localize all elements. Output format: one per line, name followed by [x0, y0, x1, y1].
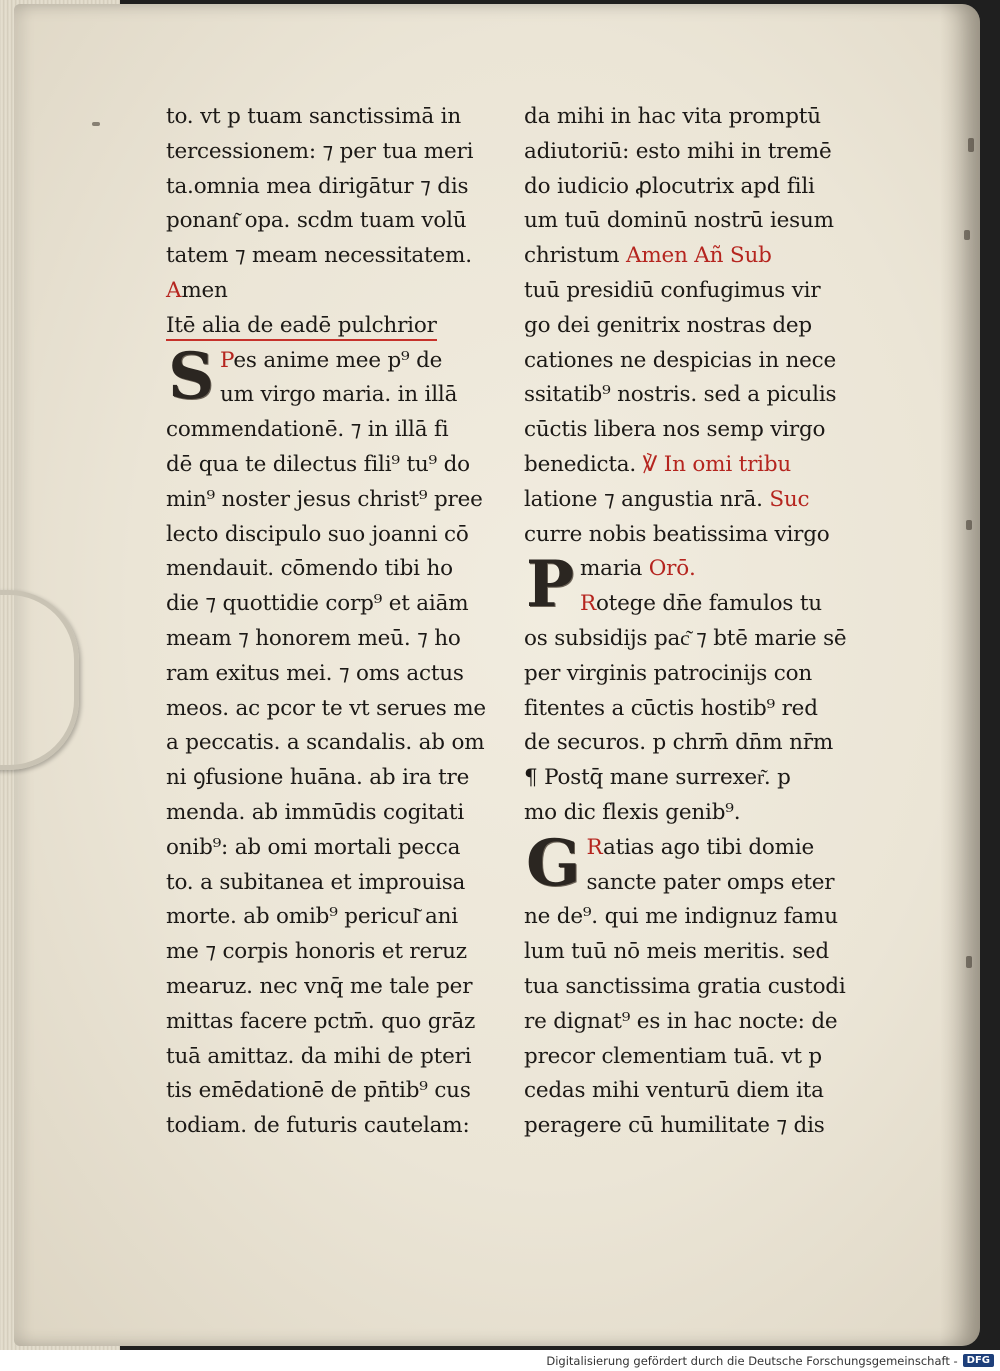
ink-speck [966, 520, 972, 530]
text-line [166, 866, 516, 901]
line-text: menda. ab immūdis cogitati [166, 799, 465, 825]
line-text: to. vt p tuam sanctissimā in [166, 104, 461, 129]
line-text: otege dn̄e famulos tu [595, 591, 822, 617]
text-line [166, 935, 516, 970]
text-line [524, 761, 874, 796]
rubric-initial: P [220, 347, 234, 373]
line-text: men [181, 277, 228, 303]
text-line [166, 1074, 516, 1109]
line-text: die ⁊ quottidie corp⁹ et aiām [166, 591, 469, 617]
line-text: um virgo maria. in illā [220, 382, 458, 408]
text-line [166, 448, 516, 483]
text-line [166, 100, 516, 135]
text-line [166, 552, 516, 587]
line-text: go dei genitrix nostras dep [524, 312, 812, 338]
text-line [166, 170, 516, 205]
text-line [524, 726, 874, 761]
line-text: morte. ab omib⁹ pericul͂ ani [166, 904, 458, 930]
text-line [524, 204, 874, 239]
text-line [524, 378, 874, 413]
gutter-shadow [940, 4, 980, 1346]
line-text: tuū presidiū confugimus vir [524, 277, 821, 303]
text-line [524, 587, 874, 622]
text-line [524, 413, 874, 448]
line-text: tercessionem: ⁊ per tua meri [166, 138, 474, 164]
line-text: meam ⁊ honorem meū. ⁊ ho [166, 625, 461, 651]
line-text: mendauit. cōmendo tibi ho [166, 556, 453, 582]
text-line [166, 274, 516, 309]
line-text: ni ꝯfusione huāna. ab ira tre [166, 765, 470, 791]
line-text: to. a subitanea et improuisa [166, 869, 466, 895]
text-line [166, 239, 516, 274]
line-text: ta.omnia mea dirigātur ⁊ dis [166, 173, 469, 199]
text-line [166, 309, 516, 344]
text-line [166, 1040, 516, 1075]
text-line [166, 1005, 516, 1040]
line-text: maria [579, 556, 643, 582]
line-text: a peccatis. a scandalis. ab om [166, 730, 485, 756]
text-line [524, 1109, 874, 1144]
line-text: per virginis patrocinijs con [524, 660, 812, 686]
line-text: meos. ac pcor te vt serues me [166, 695, 486, 721]
line-text: dē qua te dilectus fili⁹ tu⁹ do [166, 451, 470, 477]
line-text: fitentes a cūctis hostib⁹ red [524, 695, 818, 721]
text-line [524, 1074, 874, 1109]
line-text: adiutoriū: esto mihi in tremē [524, 138, 832, 164]
drop-initial: S [168, 338, 215, 414]
text-line [166, 726, 516, 761]
line-text: lecto discipulo suo joanni cō [166, 521, 469, 547]
text-line [524, 935, 874, 970]
text-line [524, 100, 874, 135]
text-line [524, 483, 874, 518]
line-text: de securos. p chrm̄ dn̄m nr̄m [524, 730, 834, 756]
line-text: lum tuū nō meis meritis. sed [524, 939, 829, 965]
text-line [524, 274, 874, 309]
text-line [524, 622, 874, 657]
line-text: ssitatib⁹ nostris. sed a piculis [524, 382, 837, 408]
pilcrow-mark: ¶ [524, 765, 545, 791]
line-text: cedas mihi venturū diem ita [524, 1078, 824, 1104]
line-text: sancte pater omps eter [586, 869, 835, 895]
text-line [524, 1005, 874, 1040]
rubric-text: Suc [762, 486, 810, 512]
rubric-text: Amen Añ Sub [619, 243, 772, 269]
text-line [166, 622, 516, 657]
rubric-initial: A [166, 277, 182, 303]
text-line [166, 378, 516, 413]
line-text: ne de⁹. qui me indignuz famu [524, 904, 838, 930]
text-line [166, 761, 516, 796]
text-line [524, 135, 874, 170]
ink-speck [968, 138, 974, 152]
line-text: onib⁹: ab omi mortali pecca [166, 834, 461, 860]
text-line [524, 1040, 874, 1075]
line-text: do iudicio ꝓlocutrix apd fili [524, 173, 815, 199]
text-line [166, 692, 516, 727]
line-text: atias ago tibi domie [602, 834, 815, 860]
line-text: precor clementiam tuā. vt p [524, 1043, 822, 1069]
line-text: me ⁊ corpis honoris et reruz [166, 939, 467, 965]
line-text: ram exitus mei. ⁊ oms actus [166, 660, 464, 686]
dfg-logo-icon: DFG [963, 1354, 994, 1367]
rubric-initial: R [579, 591, 596, 617]
text-line [524, 796, 874, 831]
text-line [166, 413, 516, 448]
text-line [166, 796, 516, 831]
line-text: Postq̄ mane surrexer͂. p [544, 765, 791, 791]
ink-speck [964, 230, 970, 240]
text-line [524, 900, 874, 935]
text-line [166, 970, 516, 1005]
line-text: curre nobis beatissima virgo [524, 521, 830, 547]
text-line [524, 518, 874, 553]
ink-speck [92, 122, 100, 126]
line-text: min⁹ noster jesus christ⁹ pree [166, 486, 483, 512]
text-line [166, 831, 516, 866]
line-text: christum [524, 243, 620, 269]
line-text: mearuz. nec vnq̄ me tale per [166, 973, 473, 999]
line-text: todiam. de futuris cautelam: [166, 1113, 470, 1139]
drop-initial: G [526, 825, 581, 901]
text-line [524, 170, 874, 205]
rubric-text: Orō. [642, 556, 696, 582]
ink-speck [966, 956, 972, 968]
line-text: tuā amittaz. da mihi de pteri [166, 1043, 472, 1069]
text-column-left [166, 100, 516, 1144]
text-line [166, 900, 516, 935]
line-text: es anime mee p⁹ de [233, 347, 443, 373]
line-text: latione ⁊ angustia nrā. [524, 486, 763, 512]
text-line [524, 344, 874, 379]
rubric-initial: R [586, 834, 603, 860]
line-text: tatem ⁊ meam necessitatem. [166, 243, 472, 269]
line-text: Itē alia de eadē pulchrior [166, 313, 437, 341]
line-text: os subsidijs pac͂ ⁊ btē marie sē [524, 625, 847, 651]
text-line [166, 657, 516, 692]
text-column-right [524, 100, 874, 1144]
footer-bar [0, 1350, 1000, 1371]
line-text: cūctis libera nos semp virgo [524, 417, 826, 443]
text-line [524, 448, 874, 483]
text-line [524, 239, 874, 274]
line-text: peragere cū humilitate ⁊ dis [524, 1113, 825, 1139]
line-text: mo dic flexis genib⁹. [524, 799, 741, 825]
text-line [524, 970, 874, 1005]
line-text: benedicta. [524, 451, 637, 477]
text-line [166, 483, 516, 518]
line-text: cationes ne despicias in nece [524, 347, 837, 373]
text-line [166, 587, 516, 622]
text-line [524, 657, 874, 692]
drop-initial: P [526, 547, 574, 623]
line-text: mittas facere pctm̄. quo grāz [166, 1008, 476, 1034]
text-line [166, 204, 516, 239]
line-text: um tuū dominū nostrū iesum [524, 208, 834, 234]
text-line [166, 135, 516, 170]
text-line [166, 518, 516, 553]
rubric-text: ℣ In omi tribu [636, 451, 792, 477]
text-line [524, 692, 874, 727]
line-text: re dignat⁹ es in hac nocte: de [524, 1008, 838, 1034]
line-text: da mihi in hac vita promptū [524, 104, 821, 129]
line-text: tua sanctissima gratia custodi [524, 973, 846, 999]
line-text: commendationē. ⁊ in illā fi [166, 417, 449, 443]
text-line [166, 1109, 516, 1144]
text-line [524, 309, 874, 344]
line-text: tis emēdationē de pn̄tib⁹ cus [166, 1078, 471, 1104]
footer-credit: Digitalisierung gefördert durch die Deutsche Forschungsgemeinschaft - [546, 1353, 958, 1368]
line-text: ponant͂ opa. scdm tuam volū [166, 208, 467, 234]
